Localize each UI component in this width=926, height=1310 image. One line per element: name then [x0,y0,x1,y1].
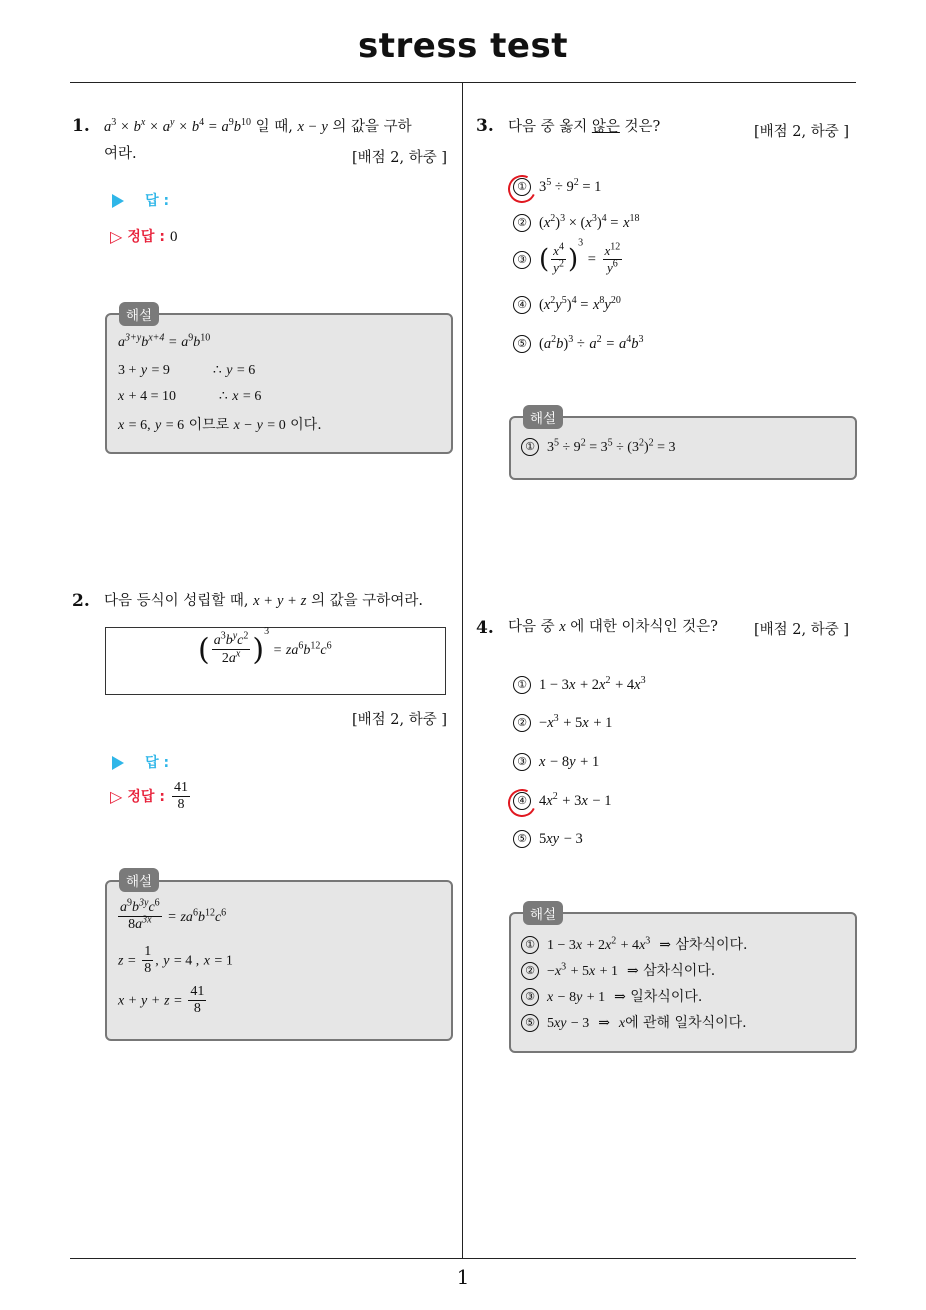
option-number: ④ [513,296,531,314]
solution-line: ② $-x^3 + 5x + 1$ ⇒ 삼차식이다. [521,960,715,980]
q3-text-a: 다음 중 옳지 [508,119,588,135]
question-number: 3. [476,116,494,136]
solution-line: ③ x − 8y + 1 ⇒ 일차식이다. [521,986,702,1006]
option-1[interactable]: ① $3^5 \div 9^2 = 1$ [513,178,601,196]
solution-line: ① $3^5 \div 9^2 = 3^5 \div (3^2)^2 = 3$ [521,438,676,456]
numerator: 41 [174,780,189,795]
score-badge: [배점 2, 하중 ] [754,622,850,638]
question-text: 다음 등식이 성립할 때, x + y + z 의 값을 구하여라. [104,593,423,609]
solution-line: ⑤ 5xy − 3 ⇒ x에 관해 일차식이다. [521,1012,747,1032]
option-number: ⑤ [513,830,531,848]
answer-mark-icon [504,785,540,821]
score-badge: [배점 2, 하중 ] [754,124,850,140]
option-number: ① [521,936,539,954]
option-4[interactable]: ④ $4x^2 + 3x - 1$ [513,792,611,810]
correct-answer [172,780,190,813]
solution-tab: 해설 [119,868,159,892]
option-1[interactable]: ① $1 - 3x + 2x^2 + 4x^3$ [513,676,646,694]
triangle-icon [112,194,124,208]
solution-line: x = 6, y = 6 이므로 x − y = 0 이다. [118,417,322,433]
sol-text: ⇒ 삼차식이다. [626,963,716,979]
option-number: ③ [513,251,531,269]
outline-triangle-icon: ▷ [110,227,123,246]
option-number: ⑤ [521,1014,539,1032]
question-text [508,114,660,141]
q1-text-c: 여라. [104,146,137,162]
option-2[interactable]: ② $-x^3 + 5x + 1$ [513,714,612,732]
question-text: 다음 중 x 에 대한 이차식인 것은? [508,619,718,635]
solution-line: ① $1 - 3x + 2x^2 + 4x^3$ ⇒ 삼차식이다. [521,934,747,954]
option-number: ③ [513,753,531,771]
correct-label: 정답 : [127,789,165,805]
solution-line: x + 4 = 10 ∴ x = 6 [118,389,262,404]
answer-label: 답 : [145,193,170,209]
footer-rule [70,1258,856,1259]
correct-answer-row [110,226,178,246]
score-badge: [배점 2, 하중 ] [352,150,448,166]
correct-answer: 0 [170,229,178,245]
solution-tab: 해설 [119,302,159,326]
equation: ( $\frac{a^3b^yc^2}{2a^x}$ )$^3 = za^6b^{12}c^6$ [198,626,332,668]
question-number: 1. [72,116,90,136]
q1-text-b: 의 값을 구하 [332,119,412,135]
sol-text-end: 이다. [290,417,322,433]
option-number: ① [513,676,531,694]
outline-triangle-icon: ▷ [110,787,123,806]
solution-line: $\frac{a^9b^{3y}c^6}{8a^{3x}}$ = $za^6b^{12}c^6$ [120,897,227,932]
solution-line: x + y + z = $\frac{41}{8}$ [118,984,205,1016]
q4-text-b: 에 대한 이차식인 것은? [570,619,718,635]
question-number: 4. [476,618,494,638]
q2-text-b: 의 값을 구하여라. [311,593,423,609]
option-4[interactable]: ④ $(x^2y^5)^4 = x^8y^{20}$ [513,296,621,314]
correct-answer-row [110,780,192,813]
option-number: ⑤ [513,335,531,353]
q3-underlined: 않은 [591,119,620,135]
option-2[interactable]: ② $(x^2)^3 \times (x^3)^4 = x^{18}$ [513,214,640,232]
option-5[interactable]: ⑤ $(a^2b)^3 \div a^2 = a^4b^3$ [513,335,644,353]
option-number: ② [513,214,531,232]
sol-text: 에 관해 일차식이다. [625,1015,747,1031]
option-number: ④ [513,792,531,810]
answer-mark-icon [504,171,540,207]
solution-tab: 해설 [523,405,563,429]
option-number: ① [521,438,539,456]
question-number: 2. [72,591,90,611]
solution-line: $a^{3+y}b^{x+4} = a^9b^{10}$ [118,332,211,350]
solution-line: 3 + y = 9 ∴ y = 6 [118,363,256,378]
option-number: ② [513,714,531,732]
score-badge: [배점 2, 하중 ] [352,712,448,728]
solution-line: z = $\frac{1}{8}$ , y = 4 , x = 1 [118,944,233,976]
question-text: $a^3 \times b^x \times a^y \times b^4 = a^9b^{10}$ 일 때, x − y 의 값을 구하 여라. [104,117,412,162]
sol-text: 이므로 [188,417,230,433]
sol-text: ⇒ 일차식이다. [614,989,703,1005]
page-number: 1 [456,1265,470,1289]
answer-row [112,752,169,772]
option-3[interactable]: ③ ( $\frac{x^4}{y^2}$ )$^3$ = $\frac{x^{12}}{y^6}$ [513,243,624,276]
column-divider [462,83,463,1259]
solution-tab: 해설 [523,901,563,925]
option-number: ② [521,962,539,980]
sol-text: ⇒ [598,1015,610,1031]
header-rule [70,82,856,83]
option-number: ① [513,178,531,196]
denominator: 8 [177,797,185,812]
option-number: ③ [521,988,539,1006]
triangle-icon [112,756,124,770]
q1-text-a: 일 때, [255,119,293,135]
option-3[interactable]: ③ x − 8y + 1 [513,753,599,771]
sol-text: ⇒ 삼차식이다. [659,937,748,953]
q3-text-b: 것은? [624,119,661,135]
correct-label: 정답 : [127,229,165,245]
option-5[interactable]: ⑤ 5xy − 3 [513,830,583,848]
page-title: stress test [358,26,568,66]
q2-text-a: 다음 등식이 성립할 때, [104,593,249,609]
answer-label: 답 : [145,755,170,771]
q4-text-a: 다음 중 [508,619,555,635]
answer-row [112,190,169,210]
